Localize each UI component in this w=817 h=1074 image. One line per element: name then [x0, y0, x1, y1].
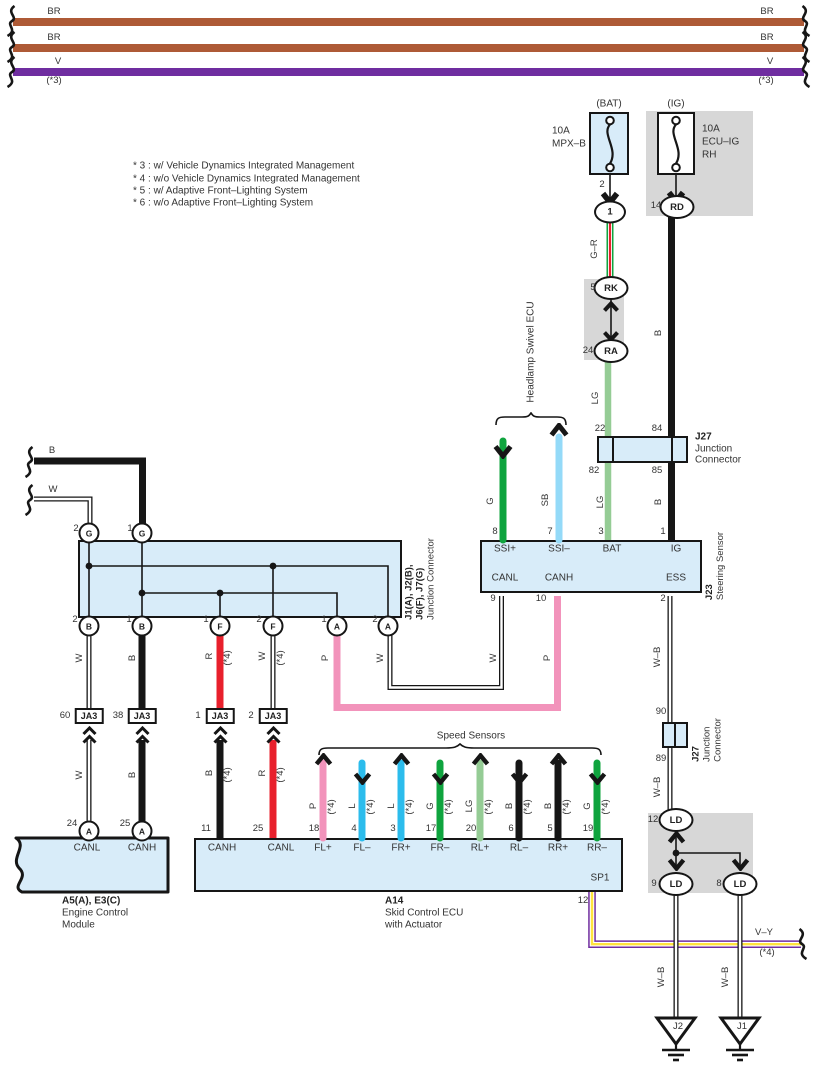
connector-name: J27 [690, 746, 702, 762]
wire-color-label: W–B [719, 966, 731, 988]
terminal-label: FL– [353, 842, 371, 854]
pin-number: 12 [577, 894, 589, 906]
connector-oval [723, 872, 758, 896]
pin-number: 8 [716, 877, 722, 889]
pin-number: 38 [112, 709, 124, 721]
pin-number: 1 [195, 709, 201, 721]
break-icon [796, 928, 810, 960]
connector-label: RD [670, 201, 684, 213]
connector-desc: Junction Connector [425, 538, 437, 620]
wire-color-label: P [541, 654, 553, 662]
wire-note: (*4) [403, 799, 415, 815]
terminal-label: CANL [73, 842, 101, 854]
connector-name-vertical [692, 718, 725, 762]
component-desc: with Actuator [385, 919, 443, 931]
wire-note: (*4) [482, 799, 494, 815]
terminal-label: SSI+ [494, 543, 516, 555]
bus-label: V [766, 55, 774, 67]
wire-color-label: LG [463, 799, 475, 813]
pin-letter: B [85, 621, 93, 631]
note-line: * 6 : w/o Adaptive Front–Lighting System [133, 197, 314, 209]
wire-note: (*4) [274, 650, 286, 666]
pin-number: 17 [425, 822, 437, 834]
arrow-down-icon [731, 858, 750, 871]
terminal-label: FR– [430, 842, 450, 854]
connector-label: LD [669, 814, 683, 826]
fuse-icon [664, 113, 688, 175]
connector-name: J27 [695, 431, 712, 443]
wire-color-label: B [48, 444, 56, 456]
terminal-label: CANH [207, 842, 237, 854]
wire-note: (*4) [599, 799, 611, 815]
wire-color-label: G [484, 497, 496, 505]
pin-number: 1 [321, 613, 327, 625]
pin-number: 18 [308, 822, 320, 834]
pin-letter: A [85, 826, 93, 836]
pin-number: 9 [490, 592, 496, 604]
pin-letter: F [217, 621, 223, 631]
double-chevron-up-icon [265, 726, 282, 745]
arrow-up-icon [549, 753, 568, 766]
wire-note: (*4) [364, 799, 376, 815]
wire-color-label: W [48, 483, 58, 495]
pin-number: 10 [535, 592, 547, 604]
pin-number: 82 [588, 464, 600, 476]
wire-color-label: L [385, 803, 397, 809]
double-chevron-up-icon [81, 726, 98, 745]
connector-name: J6(F), J7(G) [414, 567, 426, 620]
terminal-label: CANH [544, 572, 574, 584]
wire-note: (*4) [221, 767, 233, 783]
fuse-bank-label: (IG) [667, 98, 685, 110]
pin-number: 19 [582, 822, 594, 834]
pin-number: 89 [655, 752, 667, 764]
terminal-label: CANL [491, 572, 519, 584]
wire-color-label: B [652, 329, 664, 337]
pin-number: 3 [390, 822, 396, 834]
wire-color-label: L [346, 803, 358, 809]
pin-number: 5 [547, 822, 553, 834]
terminal-label: FR+ [391, 842, 411, 854]
pin-letter: A [138, 826, 146, 836]
pin-circle [263, 616, 284, 637]
pin-number: 9 [651, 877, 657, 889]
bus-label: BR [47, 5, 61, 17]
wire-color-label: R [203, 652, 215, 660]
wire-color-label: SB [539, 493, 551, 507]
connector-name-vertical [405, 538, 438, 620]
pin-letter: G [85, 528, 93, 538]
pin-number: 24 [582, 344, 594, 356]
pin-number: 25 [119, 817, 131, 829]
note-line: * 3 : w/ Vehicle Dynamics Integrated Management [133, 160, 355, 172]
pin-number: 22 [594, 422, 606, 434]
pin-number: 3 [598, 525, 604, 537]
pin-number: 85 [651, 464, 663, 476]
wire-color-label: G [581, 802, 593, 810]
break-icon [799, 56, 813, 88]
connector-desc: Junction [701, 726, 713, 762]
ja3-label: JA3 [264, 710, 282, 721]
pin-letter: B [138, 621, 146, 631]
pin-number: 1 [127, 522, 133, 534]
pin-number: 20 [465, 822, 477, 834]
arrow-up-icon [471, 753, 490, 766]
connector-desc: Connector [695, 454, 742, 466]
pin-circle [79, 523, 100, 544]
wire-color-label: G [424, 802, 436, 810]
connector-oval [659, 808, 694, 832]
pin-number: 12 [647, 813, 659, 825]
pin-number: 2 [256, 613, 262, 625]
bus-note: (*3) [758, 74, 774, 86]
pin-number: 2 [599, 178, 605, 190]
wire-color-label: B [542, 802, 554, 810]
component-desc: Engine Control [62, 907, 129, 919]
component-name: A5(A), E3(C) [62, 895, 121, 907]
arrow-up-icon [667, 831, 686, 844]
pin-number: 6 [508, 822, 514, 834]
pin-number: 2 [73, 522, 79, 534]
wire-note: (*4) [560, 799, 572, 815]
ja3-connector [206, 708, 235, 724]
arrow-up-icon [314, 753, 333, 766]
component-label: Headlamp Swivel ECU [525, 301, 537, 403]
connector-oval [594, 276, 629, 300]
pin-number: 4 [351, 822, 357, 834]
pin-number: 2 [72, 613, 78, 625]
wire-color-label: W [374, 653, 386, 663]
fuse-name: MPX–B [552, 138, 586, 150]
arrow-down-icon [588, 772, 607, 785]
wire-color-label: B [203, 769, 215, 777]
ja3-label: JA3 [80, 710, 98, 721]
pin-circle [210, 616, 231, 637]
pin-number: 2 [372, 613, 378, 625]
ja3-label: JA3 [211, 710, 229, 721]
bus-label: BR [760, 31, 774, 43]
wire-color-label: B [126, 771, 138, 779]
terminal-label: SSI– [548, 543, 570, 555]
pin-number: 1 [126, 613, 132, 625]
pin-number: 1 [660, 525, 666, 537]
break-icon [22, 484, 36, 516]
component-desc: Skid Control ECU [385, 907, 464, 919]
pin-number: 24 [66, 817, 78, 829]
bus-label: BR [760, 5, 774, 17]
terminal-label: BAT [602, 543, 622, 555]
pin-letter: A [333, 621, 341, 631]
fuse-bank-label: (BAT) [596, 98, 622, 110]
wire-color-label: B [126, 654, 138, 662]
wire-note: (*4) [221, 650, 233, 666]
bus-label: BR [47, 31, 61, 43]
pin-circle [132, 523, 153, 544]
wire-note: (*4) [325, 799, 337, 815]
connector-desc: Steering Sensor [715, 531, 726, 601]
fuse-region: RH [702, 149, 717, 161]
bus-label: V [54, 55, 62, 67]
arrow-down-icon [510, 772, 529, 785]
wire-color-label: W [73, 653, 85, 663]
ground-label: J2 [672, 1020, 684, 1032]
pin-number: 11 [201, 822, 211, 834]
wire-color-label: P [319, 654, 331, 662]
connector-oval [659, 872, 694, 896]
arrow-down-icon [493, 444, 513, 459]
connector-oval [660, 195, 695, 219]
fuse-rating: 10A [552, 125, 570, 137]
ground-label: J1 [736, 1020, 748, 1032]
pin-number: 5 [590, 281, 596, 293]
pin-number: 14 [650, 199, 662, 211]
pin-letter: F [270, 621, 276, 631]
component-desc: Module [62, 919, 95, 931]
terminal-label: CANH [127, 842, 157, 854]
pin-circle [132, 821, 153, 842]
wire-color-label: W–B [655, 966, 667, 988]
wire-color-label: LG [594, 495, 606, 509]
arrow-down-icon [353, 772, 372, 785]
wire-note: (*4) [274, 767, 286, 783]
break-icon [22, 446, 36, 478]
wire-color-label: B [503, 802, 515, 810]
wire-color-label: G–R [588, 239, 600, 259]
brace-icon [495, 412, 567, 426]
jbig-internal-wiring [89, 542, 388, 617]
ja3-label: JA3 [133, 710, 151, 721]
terminal-label: RR– [586, 842, 608, 854]
wire-color-label: R [256, 769, 268, 777]
connector-label: LD [733, 878, 747, 890]
pin-number: 25 [252, 822, 264, 834]
ja3-connector [259, 708, 288, 724]
pin-circle [327, 616, 348, 637]
wire-color-label: V–Y [755, 926, 773, 938]
wire-color-label: B [652, 498, 664, 506]
pin-circle [79, 616, 100, 637]
terminal-label: CANL [267, 842, 295, 854]
wire-color-label: LG [589, 391, 601, 405]
bus-note: (*3) [46, 74, 62, 86]
ja3-connector [75, 708, 104, 724]
wire-note: (*4) [759, 946, 775, 958]
wire-color-label: W [487, 653, 499, 663]
connector-label: RA [604, 345, 618, 357]
group-title: Speed Sensors [436, 730, 506, 742]
arrow-up-icon [392, 753, 411, 766]
connector-desc: Junction [695, 443, 733, 455]
note-line: * 5 : w/ Adaptive Front–Lighting System [133, 185, 308, 197]
pin-circle [378, 616, 399, 637]
wire-color-label: W [256, 651, 268, 661]
pin-number: 7 [547, 525, 553, 537]
terminal-label: ESS [665, 572, 687, 584]
terminal-label: IG [670, 543, 682, 555]
ja3-connector [128, 708, 157, 724]
pin-number: 60 [59, 709, 71, 721]
terminal-label: SP1 [590, 872, 610, 884]
note-line: * 4 : w/o Vehicle Dynamics Integrated Management [133, 173, 360, 185]
pin-number: 2 [660, 592, 666, 604]
wire-note: (*4) [521, 799, 533, 815]
pin-letter: A [384, 621, 392, 631]
connector-name: J1(A), J2(B), [403, 564, 415, 620]
pin-letter: G [138, 528, 146, 538]
arrow-up-icon [602, 301, 620, 313]
wire-color-label: W–B [651, 776, 663, 798]
connector-oval [594, 339, 629, 363]
connector-desc: Connector [712, 718, 724, 762]
pin-number: 2 [248, 709, 254, 721]
pin-number: 84 [651, 422, 663, 434]
pin-number: 1 [203, 613, 209, 625]
pin-circle [79, 821, 100, 842]
wire-color-label: W–B [651, 646, 663, 668]
connector-name-vertical [705, 532, 727, 600]
wire-color-label: P [307, 802, 319, 810]
break-icon [4, 56, 18, 88]
terminal-label: RL+ [470, 842, 490, 854]
double-chevron-up-icon [134, 726, 151, 745]
pin-number: 8 [492, 525, 498, 537]
arrow-down-icon [667, 858, 686, 871]
terminal-label: FL+ [314, 842, 332, 854]
fuse-icon [598, 113, 622, 175]
connector-name: J23 [704, 584, 716, 601]
component-name: A14 [385, 895, 404, 907]
wire-note: (*4) [442, 799, 454, 815]
double-chevron-up-icon [212, 726, 229, 745]
terminal-label: RL– [509, 842, 529, 854]
wire-color-label: W [73, 770, 85, 780]
connector-label: RK [604, 282, 618, 294]
terminal-label: RR+ [547, 842, 569, 854]
connector-label: 1 [607, 206, 613, 218]
pin-circle [132, 616, 153, 637]
connector-oval [594, 201, 626, 224]
pin-number: 90 [655, 705, 667, 717]
fuse-rating: 10A [702, 123, 720, 135]
fuse-name: ECU–IG [702, 136, 740, 148]
connector-label: LD [669, 878, 683, 890]
arrow-down-icon [431, 772, 450, 785]
